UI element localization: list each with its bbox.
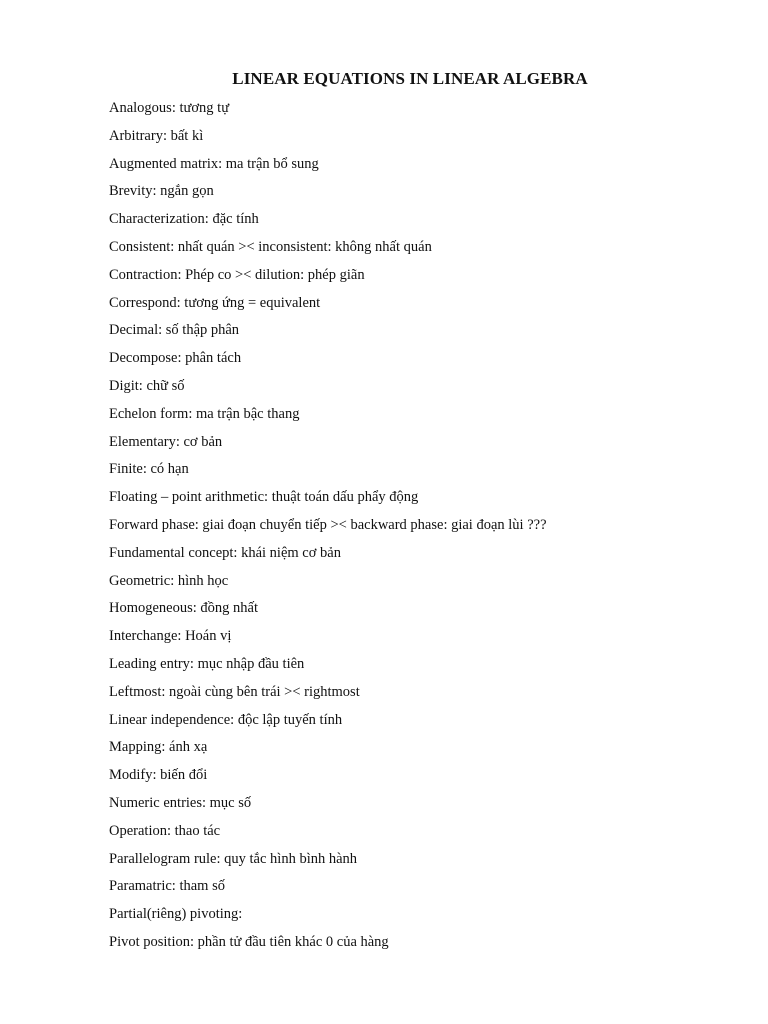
glossary-entry: Homogeneous: đồng nhất [109,600,259,617]
glossary-entry: Floating – point arithmetic: thuật toán dấu phẩy động [109,489,419,506]
page-title: LINEAR EQUATIONS IN LINEAR ALGEBRA [232,69,588,88]
glossary-entry: Decimal: số thập phân [109,322,240,339]
glossary-entry: Analogous: tương tự [109,100,230,116]
glossary-entry: Geometric: hình học [109,572,229,589]
glossary-entry: Leftmost: ngoài cùng bên trái >< rightmost [109,683,360,700]
glossary-entry: Interchange: Hoán vị [109,628,232,645]
glossary-entry: Elementary: cơ bản [109,433,223,450]
glossary-entry: Echelon form: ma trận bậc thang [109,405,300,422]
glossary-entry: Mapping: ánh xạ [109,739,208,756]
glossary-entry: Paramatric: tham số [109,878,225,895]
glossary-entry: Characterization: đặc tính [109,211,259,228]
glossary-entry: Brevity: ngắn gọn [109,183,214,200]
glossary-entry: Contraction: Phép co >< dilution: phép giãn [109,266,365,283]
glossary-entry: Digit: chữ số [109,377,185,394]
glossary-list [109,98,547,960]
glossary-entry: Consistent: nhất quán >< inconsistent: không nhất quán [109,238,432,255]
glossary-entry: Numeric entries: mục số [109,794,252,811]
glossary-entry: Finite: có hạn [109,461,189,478]
glossary-entry: Partial(riêng) pivoting: [109,906,243,923]
glossary-entry: Operation: thao tác [109,822,221,839]
glossary-entry: Linear independence: độc lập tuyến tính [109,711,343,728]
glossary-entry: Correspond: tương ứng = equivalent [109,294,321,311]
glossary-entry: Pivot position: phần tử đầu tiên khác 0 của hàng [109,933,389,950]
glossary-entry: Fundamental concept: khái niệm cơ bản [109,544,341,561]
glossary-entry: Augmented matrix: ma trận bổ sung [109,155,319,172]
glossary-entry: Forward phase: giai đoạn chuyển tiếp >< backward phase: giai đoạn lùi ??? [109,516,547,533]
glossary-entry: Parallelogram rule: quy tắc hình bình hành [109,850,358,867]
glossary-entry: Modify: biến đổi [109,767,208,784]
glossary-entry: Arbitrary: bất kì [109,127,204,144]
glossary-entry: Decompose: phân tách [109,350,242,367]
glossary-entry: Leading entry: mục nhập đầu tiên [109,655,305,672]
